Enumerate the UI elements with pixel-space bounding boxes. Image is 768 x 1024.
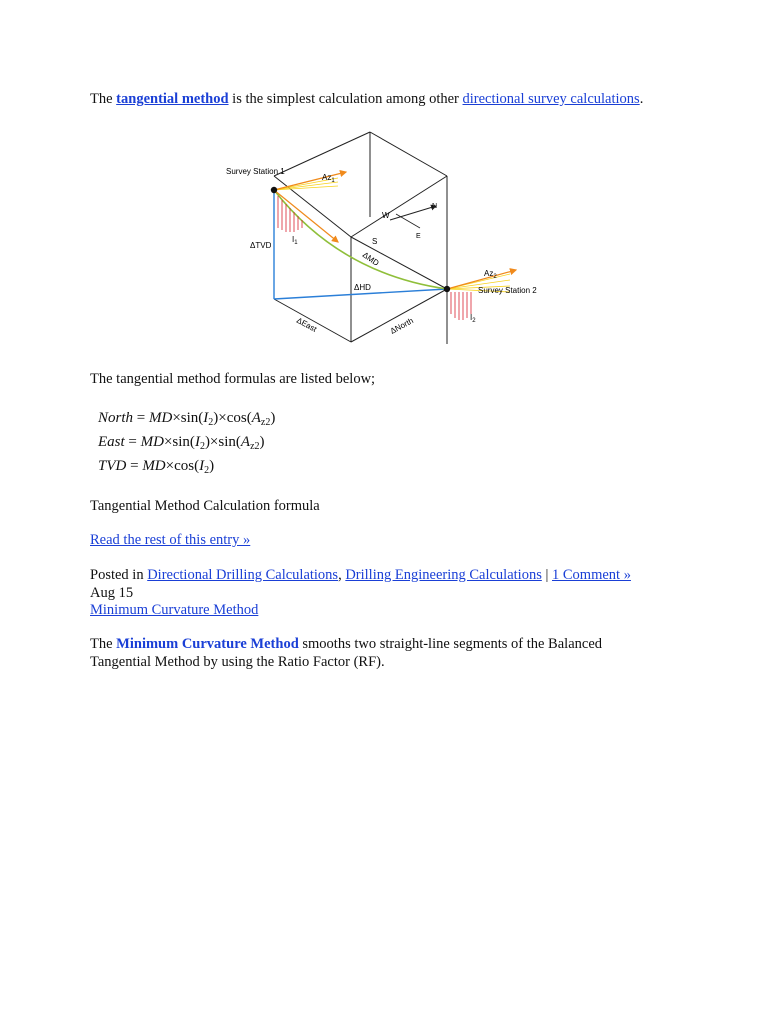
md-label: ΔMD — [360, 250, 381, 268]
formulas-block — [98, 408, 358, 480]
next-para-prefix: The — [90, 636, 117, 652]
az2-label: $Az_2$ — [484, 269, 497, 280]
station-1-inclination-arrow — [274, 190, 338, 242]
station-2-hatch — [451, 292, 471, 320]
east-label: ΔEast — [295, 315, 319, 334]
east-formula: East = $MD\times\sin(I_2)\times\sin(A_{z2})$ — [98, 434, 265, 452]
category-directional-drilling-link[interactable]: Directional Drilling Calculations — [147, 567, 339, 583]
north-label: ΔNorth — [388, 316, 415, 336]
box-edges — [274, 132, 447, 344]
next-para-rest: smooths two straight-line segments of the Balanced Tangential Method by using the Ratio Factor (RF). — [90, 636, 602, 670]
survey-station-1-label: Survey Station 1 — [226, 167, 285, 176]
minimum-curvature-keyword: Minimum Curvature Method — [116, 636, 299, 652]
compass-n-label: N — [432, 203, 438, 210]
read-more-link[interactable]: Read the rest of this entry » — [90, 532, 251, 548]
survey-station-2-label: Survey Station 2 — [478, 286, 537, 295]
posted-separator: , — [338, 567, 346, 583]
i1-label: $I_1$ — [292, 235, 298, 246]
survey-station-2-point — [444, 286, 450, 292]
compass-w-label: W — [382, 211, 390, 220]
compass-e-label: E — [416, 233, 421, 240]
minimum-curvature-method-link[interactable]: Minimum Curvature Method — [90, 602, 259, 618]
formula-caption: Tangential Method Calculation formula — [90, 498, 320, 514]
next-post-paragraph — [90, 635, 650, 671]
compass — [390, 206, 436, 228]
next-post-title-paragraph — [90, 601, 690, 619]
tangential-method-diagram — [220, 124, 560, 350]
md-curve — [274, 190, 447, 289]
tvd-label: ΔTVD — [250, 241, 272, 250]
posted-in-line — [90, 566, 690, 584]
directional-survey-calculations-link[interactable]: directional survey calculations — [462, 91, 640, 107]
station-1-heading-arrow — [274, 172, 346, 190]
tvd-formula: TVD = $MD\times\cos(I_2)$ — [98, 458, 215, 476]
north-formula: North = $MD\times\sin(I_2)\times\cos(A_{z2})$ — [98, 410, 276, 428]
posted-pipe: | — [541, 567, 552, 583]
intro-prefix: The — [90, 91, 117, 107]
az1-label: $Az_1$ — [322, 173, 335, 184]
survey-station-1-point — [271, 187, 277, 193]
comments-link[interactable]: 1 Comment » — [552, 567, 631, 583]
compass-s-label: S — [372, 237, 378, 246]
intro-paragraph — [90, 90, 690, 108]
intro-middle: is the simplest calculation among other — [228, 91, 463, 107]
read-more-paragraph — [90, 531, 690, 549]
posted-prefix: Posted in — [90, 567, 148, 583]
category-drilling-engineering-link[interactable]: Drilling Engineering Calculations — [345, 567, 542, 583]
tangential-method-link[interactable]: tangential method — [116, 91, 229, 107]
intro-suffix: . — [639, 91, 644, 107]
i2-label: $I_2$ — [470, 313, 476, 324]
station-1-hatch — [278, 196, 302, 232]
formulas-intro: The tangential method formulas are listed below; — [90, 371, 376, 387]
post-date: Aug 15 — [90, 585, 134, 601]
hd-label: ΔHD — [354, 283, 371, 292]
